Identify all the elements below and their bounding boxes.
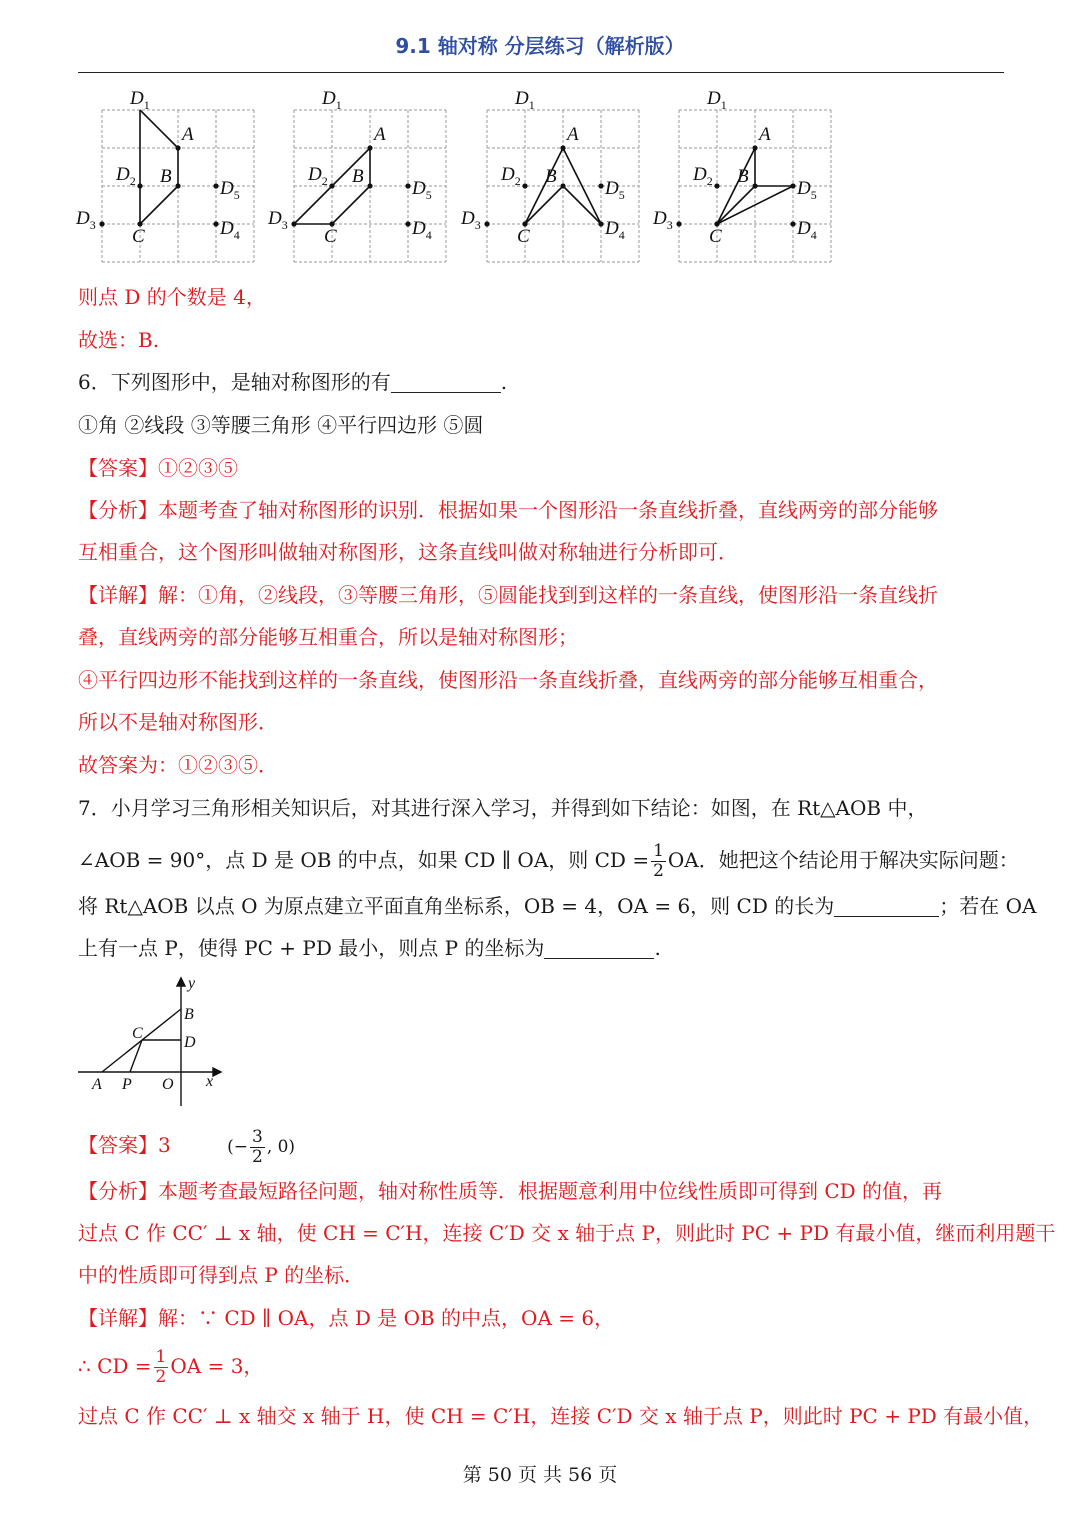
label-B: B (737, 166, 749, 187)
q7-detail-1 (78, 1305, 1008, 1331)
segment-D1-A (140, 110, 178, 148)
q7-line4 (78, 935, 1008, 961)
grid-figure-2 (267, 88, 446, 262)
point-B (752, 183, 757, 188)
grid-figure-1 (75, 88, 254, 262)
point-A (367, 145, 372, 150)
q6-options: ①角 ②线段 ③等腰三角形 ④平行四边形 ⑤圆 (78, 413, 484, 437)
point-B (560, 183, 565, 188)
q5-choice: 故选：B. (78, 328, 160, 352)
q7-line3 (78, 893, 1037, 919)
label-D5: $D_5$ (797, 178, 817, 202)
label-x: x (206, 1073, 214, 1090)
label-D3: $D_3$ (653, 208, 673, 232)
label-A: A (92, 1076, 102, 1093)
frac-num: 1 (155, 1347, 167, 1367)
q6-detail-3: ④平行四边形不能找到这样的一条直线，使图形沿一条直线折叠，直线两旁的部分能够互相重合， (78, 668, 938, 692)
label-D2: $D_2$ (693, 164, 713, 188)
label-O: O (162, 1076, 174, 1093)
q7-answer (78, 1128, 1008, 1167)
q6-analysis-1 (78, 497, 1008, 523)
label-D3: $D_3$ (76, 208, 96, 232)
point-D3 (99, 221, 104, 226)
q7-line2-a: ∠AOB = 90°，点 D 是 OB 的中点，如果 CD ∥ OA，则 CD = (78, 848, 650, 872)
q7-detail-2 (78, 1348, 1008, 1387)
q7-analysis-3: 中的性质即可得到点 P 的坐标． (78, 1263, 365, 1287)
frac-num: 3 (251, 1127, 263, 1147)
point-D4 (598, 221, 603, 226)
label-y: y (188, 975, 196, 992)
point-A (560, 145, 565, 150)
label-C: C (132, 226, 145, 247)
q6-answer-value: ①②③⑤ (158, 456, 238, 480)
frac-den: 2 (653, 861, 664, 881)
q6-analysis-tag: 【分析】 (78, 498, 158, 522)
q6-detail-1 (78, 582, 1008, 608)
page-header: 9.1 轴对称 分层练习（解析版） (395, 34, 685, 58)
q7-line3-b: ；若在 OA (939, 894, 1037, 918)
q6-analysis-2: 互相重合，这个图形叫做轴对称图形，这条直线叫做对称轴进行分析即可． (78, 540, 738, 564)
label-D4: $D_4$ (220, 218, 240, 242)
point-D2 (137, 183, 142, 188)
q7-line1: 7．小月学习三角形相关知识后，对其进行深入学习，并得到如下结论：如图，在 Rt△AOB 中， (78, 796, 928, 820)
q6-detail-2: 叠，直线两旁的部分能够互相重合，所以是轴对称图形； (78, 625, 578, 649)
q7-line4-b: . (654, 936, 661, 960)
point-B (367, 183, 372, 188)
q7-detail-frac (154, 1348, 169, 1387)
y-arrow-icon (177, 978, 185, 986)
q7-line2 (78, 841, 1019, 881)
point-D5 (213, 183, 218, 188)
q6-stem-text: 6．下列图形中，是轴对称图形的有 (78, 370, 391, 394)
label-D5: $D_5$ (412, 178, 432, 202)
label-P: P (122, 1076, 132, 1093)
segment-B-D4 (563, 186, 601, 224)
q7-line4-a: 上有一点 P，使得 PC + PD 最小，则点 P 的坐标为 (78, 936, 545, 960)
frac-den: 2 (155, 1367, 167, 1387)
label-B: B (545, 166, 557, 187)
point-D3 (676, 221, 681, 226)
label-D1: $D_1$ (322, 88, 342, 112)
q6-detail-4: 所以不是轴对称图形． (78, 710, 278, 734)
label-D1: $D_1$ (515, 88, 535, 112)
label-D3: $D_3$ (461, 208, 481, 232)
segment-C-B (717, 186, 755, 224)
q6-answer-blank (391, 392, 501, 393)
q7-detail-2-b: OA = 3， (170, 1354, 264, 1378)
q7-answer-tag: 【答案】 (78, 1133, 158, 1157)
segment-B-C (332, 186, 370, 224)
label-C: C (517, 226, 530, 247)
q7-detail-text: 解：∵ CD ∥ OA，点 D 是 OB 的中点，OA = 6， (158, 1306, 615, 1330)
point-D2 (522, 183, 527, 188)
label-D5: $D_5$ (220, 178, 240, 202)
q7-blank-1 (834, 916, 939, 917)
point-D2 (714, 183, 719, 188)
q7-detail-tag: 【详解】 (78, 1306, 158, 1330)
point-A (752, 145, 757, 150)
label-D4: $D_4$ (412, 218, 432, 242)
header-rule (78, 72, 1004, 73)
q6-detail-text: 解：①角，②线段，③等腰三角形，⑤圆能找到到这样的一条直线，使图形沿一条直线折 (158, 583, 938, 607)
point-D3 (291, 221, 296, 226)
point-D5 (405, 183, 410, 188)
q7-frac-half (651, 842, 666, 881)
label-C: C (132, 1025, 143, 1042)
q6-stem (78, 369, 1008, 395)
segment-B-C (140, 186, 178, 224)
q7-line2-b: OA．她把这个结论用于解决实际问题： (667, 848, 1019, 872)
label-D1: $D_1$ (130, 88, 150, 112)
grid-figure-3 (460, 88, 639, 262)
q6-detail-tag: 【详解】 (78, 583, 158, 607)
q7-analysis-2: 过点 C 作 CC′ ⊥ x 轴，使 CH = C′H，连接 C′D 交 x 轴于点 P，则此时 PC + PD 有最小值，继而利用题干 (78, 1221, 1056, 1245)
label-D: D (184, 1034, 196, 1051)
q7-answer-2-b: , 0) (266, 1137, 296, 1157)
label-C: C (709, 226, 722, 247)
grid-figures (72, 86, 872, 271)
label-D5: $D_5$ (605, 178, 625, 202)
q7-detail-3: 过点 C 作 CC′ ⊥ x 轴交 x 轴于 H，使 CH = C′H，连接 C′D 交 x 轴于点 P，则此时 PC + PD 有最小值， (78, 1404, 1044, 1428)
q6-final: 故答案为：①②③⑤． (78, 753, 278, 777)
q7-answer-frac (250, 1128, 265, 1167)
point-D3 (484, 221, 489, 226)
label-D2: $D_2$ (501, 164, 521, 188)
point-A (175, 145, 180, 150)
label-D2: $D_2$ (116, 164, 136, 188)
label-A: A (374, 124, 386, 145)
point-D5 (598, 183, 603, 188)
frac-num: 1 (653, 841, 664, 861)
q7-line3-a: 将 Rt△AOB 以点 O 为原点建立平面直角坐标系，OB = 4，OA = 6，则 CD 的长为 (78, 894, 835, 918)
q6-stem-end: . (500, 370, 508, 394)
q7-analysis-1 (78, 1178, 1008, 1204)
point-D2 (329, 183, 334, 188)
label-D2: $D_2$ (308, 164, 328, 188)
q7-coordinate-figure (78, 972, 238, 1112)
label-D1: $D_1$ (707, 88, 727, 112)
grid-figure-4 (652, 88, 831, 262)
segment-C-B (525, 186, 563, 224)
label-B: B (184, 1006, 194, 1023)
label-C: C (324, 226, 337, 247)
q7-answer-1: 3 (158, 1133, 171, 1157)
label-D3: $D_3$ (268, 208, 288, 232)
point-B (175, 183, 180, 188)
q7-analysis-text: 本题考查最短路径问题，轴对称性质等．根据题意利用中位线性质即可得到 CD 的值，再 (158, 1179, 943, 1203)
label-B: B (352, 166, 364, 187)
point-D4 (213, 221, 218, 226)
q7-answer-2-a: (− (227, 1137, 248, 1157)
label-A: A (182, 124, 194, 145)
q7-analysis-tag: 【分析】 (78, 1179, 158, 1203)
q6-analysis-text: 本题考查了轴对称图形的识别．根据如果一个图形沿一条直线折叠，直线两旁的部分能够 (158, 498, 938, 522)
label-A: A (759, 124, 771, 145)
label-B: B (160, 166, 172, 187)
q7-detail-2-a: ∴ CD = (78, 1354, 152, 1378)
label-A: A (567, 124, 579, 145)
point-D5 (790, 183, 795, 188)
x-arrow-icon (213, 1068, 221, 1076)
point-D4 (790, 221, 795, 226)
point-D4 (405, 221, 410, 226)
frac-den: 2 (251, 1147, 263, 1167)
q5-conclusion: 则点 D 的个数是 4， (78, 285, 266, 309)
label-D4: $D_4$ (797, 218, 817, 242)
q7-blank-2 (544, 958, 654, 959)
q6-answer-tag: 【答案】 (78, 456, 158, 480)
page-footer: 第 50 页 共 56 页 (462, 1464, 618, 1486)
q6-answer (78, 455, 1008, 481)
label-D4: $D_4$ (605, 218, 625, 242)
